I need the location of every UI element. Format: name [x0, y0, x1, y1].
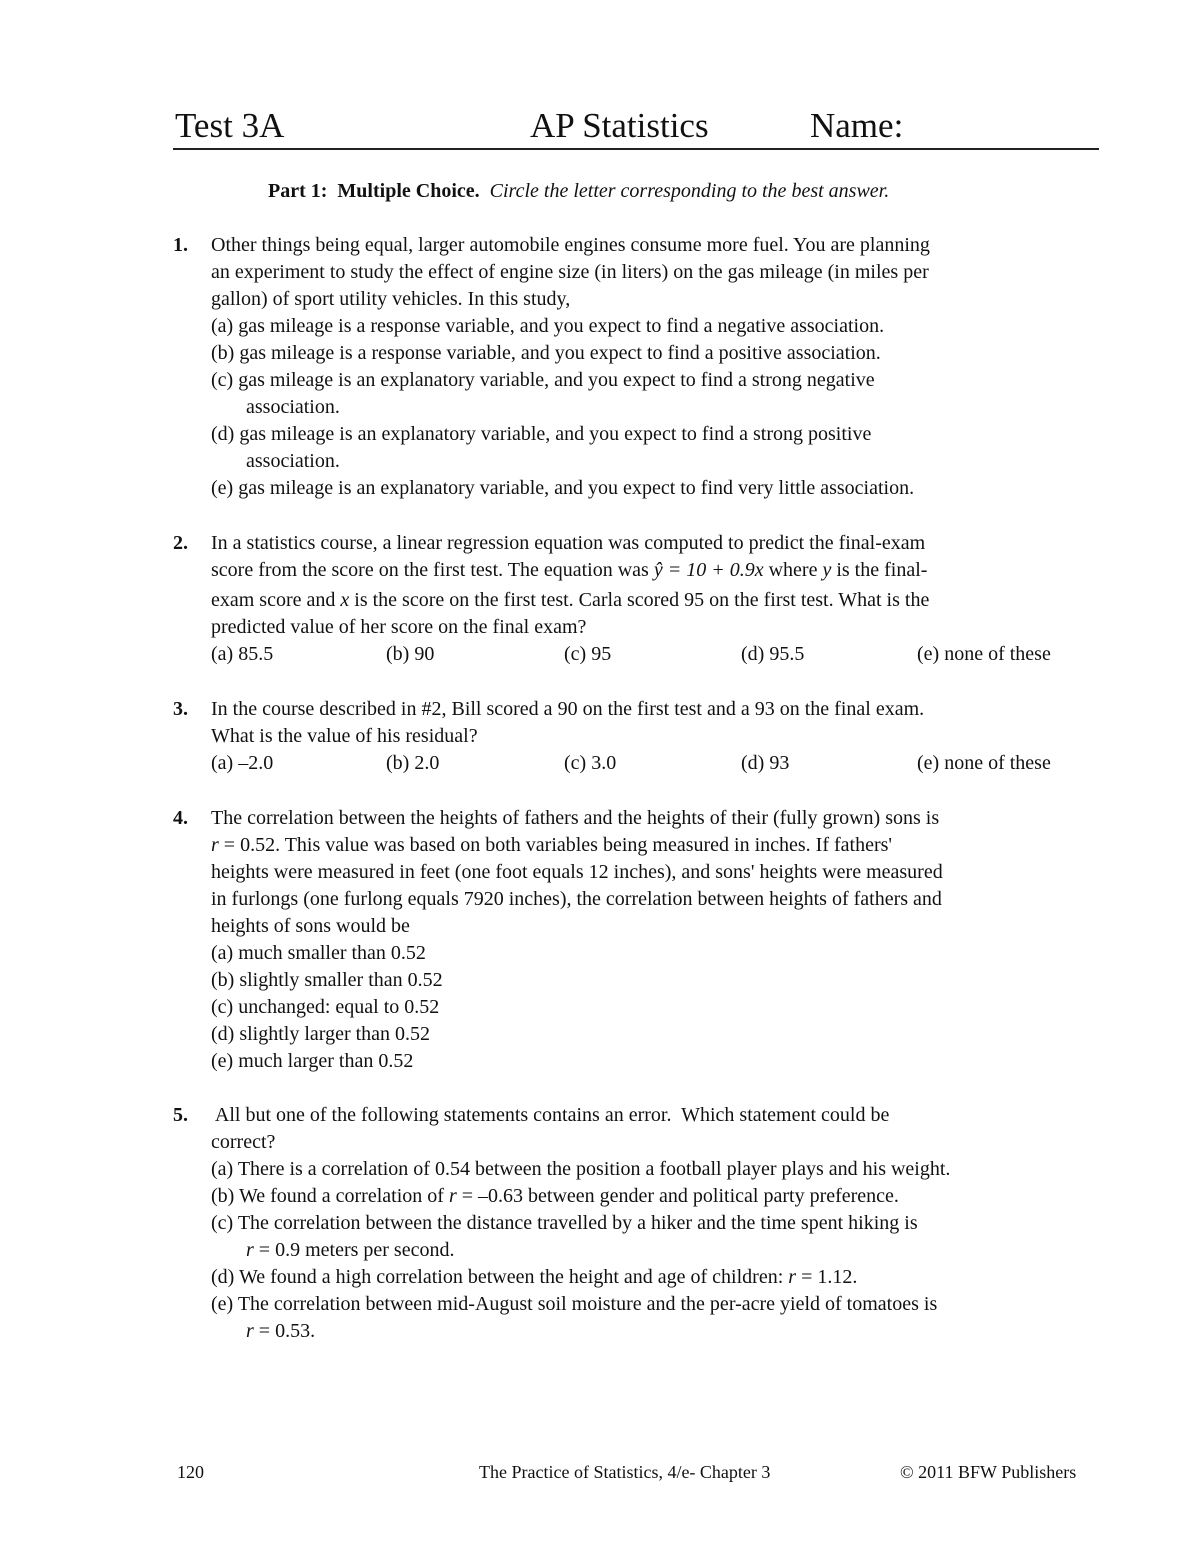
question-4	[173, 805, 1108, 1075]
option-b[interactable]: (b) gas mileage is a response variable, and you expect to find a positive association.	[211, 342, 881, 364]
question-text: exam score and x is the score on the first test. Carla scored 95 on the first test. What is the	[211, 589, 930, 611]
question-number: 2.	[173, 532, 188, 554]
option-c[interactable]: (c) 95	[564, 643, 612, 665]
question-3	[173, 696, 1108, 777]
question-number: 5.	[173, 1104, 188, 1126]
option-b[interactable]: (b) 2.0	[386, 752, 440, 774]
question-1	[173, 232, 1108, 502]
question-5	[173, 1102, 1108, 1345]
regression-equation: ŷ = 10 + 0.9x	[653, 559, 764, 581]
question-number: 3.	[173, 698, 188, 720]
question-text: All but one of the following statements contains an error. Which statement could be	[211, 1104, 890, 1126]
option-b[interactable]: (b) slightly smaller than 0.52	[211, 969, 443, 991]
question-2	[173, 530, 1108, 668]
question-text: r = 0.52. This value was based on both variables being measured in inches. If fathers'	[211, 834, 893, 856]
question-text: predicted value of her score on the final exam?	[211, 616, 587, 638]
part-label: Part 1:	[268, 180, 328, 202]
option-a[interactable]: (a) 85.5	[211, 643, 274, 665]
question-number: 1.	[173, 234, 188, 256]
option-c[interactable]: (c) The correlation between the distance travelled by a hiker and the time spent hiking is	[211, 1212, 918, 1234]
answer-options	[211, 750, 1108, 777]
option-b[interactable]: (b) We found a correlation of r = –0.63 between gender and political party preference.	[211, 1185, 899, 1207]
option-e[interactable]: (e) none of these	[917, 752, 1051, 774]
option-a[interactable]: (a) There is a correlation of 0.54 between the position a football player plays and his weight.	[211, 1158, 951, 1180]
name-label: Name:	[810, 106, 904, 145]
option-a[interactable]: (a) gas mileage is a response variable, and you expect to find a negative association.	[211, 315, 885, 337]
option-d[interactable]: (d) gas mileage is an explanatory variable, and you expect to find a strong positive	[211, 423, 872, 445]
option-e[interactable]: (e) gas mileage is an explanatory variable, and you expect to find very little association.	[211, 477, 915, 499]
option-c[interactable]: (c) gas mileage is an explanatory variable, and you expect to find a strong negative	[211, 369, 875, 391]
option-e-continued: r = 0.53.	[246, 1320, 316, 1342]
page-number: 120	[177, 1462, 204, 1482]
book-title: The Practice of Statistics, 4/e- Chapter 3	[479, 1462, 771, 1482]
question-number: 4.	[173, 807, 188, 829]
question-text: In a statistics course, a linear regression equation was computed to predict the final-exam	[211, 532, 926, 554]
option-e[interactable]: (e) The correlation between mid-August soil moisture and the per-acre yield of tomatoes is	[211, 1293, 938, 1315]
option-e[interactable]: (e) none of these	[917, 643, 1051, 665]
option-a[interactable]: (a) much smaller than 0.52	[211, 942, 426, 964]
question-text: Other things being equal, larger automobile engines consume more fuel. You are planning	[211, 234, 930, 256]
course-title: AP Statistics	[530, 106, 709, 145]
question-text: an experiment to study the effect of engine size (in liters) on the gas mileage (in miles per	[211, 261, 929, 283]
test-title: Test 3A	[175, 106, 285, 145]
question-text: heights of sons would be	[211, 915, 410, 937]
test-header	[173, 104, 1099, 150]
option-c[interactable]: (c) unchanged: equal to 0.52	[211, 996, 440, 1018]
option-c-continued: association.	[246, 396, 340, 418]
option-d-continued: association.	[246, 450, 340, 472]
question-text: In the course described in #2, Bill scored a 90 on the first test and a 93 on the final exam.	[211, 698, 925, 720]
part-type: Multiple Choice.	[337, 180, 480, 202]
question-text: heights were measured in feet (one foot equals 12 inches), and sons' heights were measured	[211, 861, 943, 883]
option-d[interactable]: (d) We found a high correlation between the height and age of children: r = 1.12.	[211, 1266, 858, 1288]
option-e[interactable]: (e) much larger than 0.52	[211, 1050, 414, 1072]
option-d[interactable]: (d) 93	[741, 752, 790, 774]
question-text: What is the value of his residual?	[211, 725, 478, 747]
question-text: score from the score on the first test. The equation was ŷ = 10 + 0.9x where y is the final-	[211, 559, 928, 581]
question-text: The correlation between the heights of fathers and the heights of their (fully grown) sons is	[211, 807, 940, 829]
option-d[interactable]: (d) 95.5	[741, 643, 805, 665]
question-text: gallon) of sport utility vehicles. In this study,	[211, 288, 571, 310]
question-text: in furlongs (one furlong equals 7920 inches), the correlation between heights of fathers and	[211, 888, 942, 910]
option-a[interactable]: (a) –2.0	[211, 752, 274, 774]
question-text: correct?	[211, 1131, 276, 1153]
option-c-continued: r = 0.9 meters per second.	[246, 1239, 455, 1261]
part-instructions	[268, 177, 889, 205]
answer-options	[211, 641, 1108, 668]
copyright: © 2011 BFW Publishers	[900, 1462, 1077, 1482]
option-c[interactable]: (c) 3.0	[564, 752, 617, 774]
part-directions: Circle the letter corresponding to the best answer.	[489, 180, 890, 202]
option-d[interactable]: (d) slightly larger than 0.52	[211, 1023, 431, 1045]
option-b[interactable]: (b) 90	[386, 643, 435, 665]
